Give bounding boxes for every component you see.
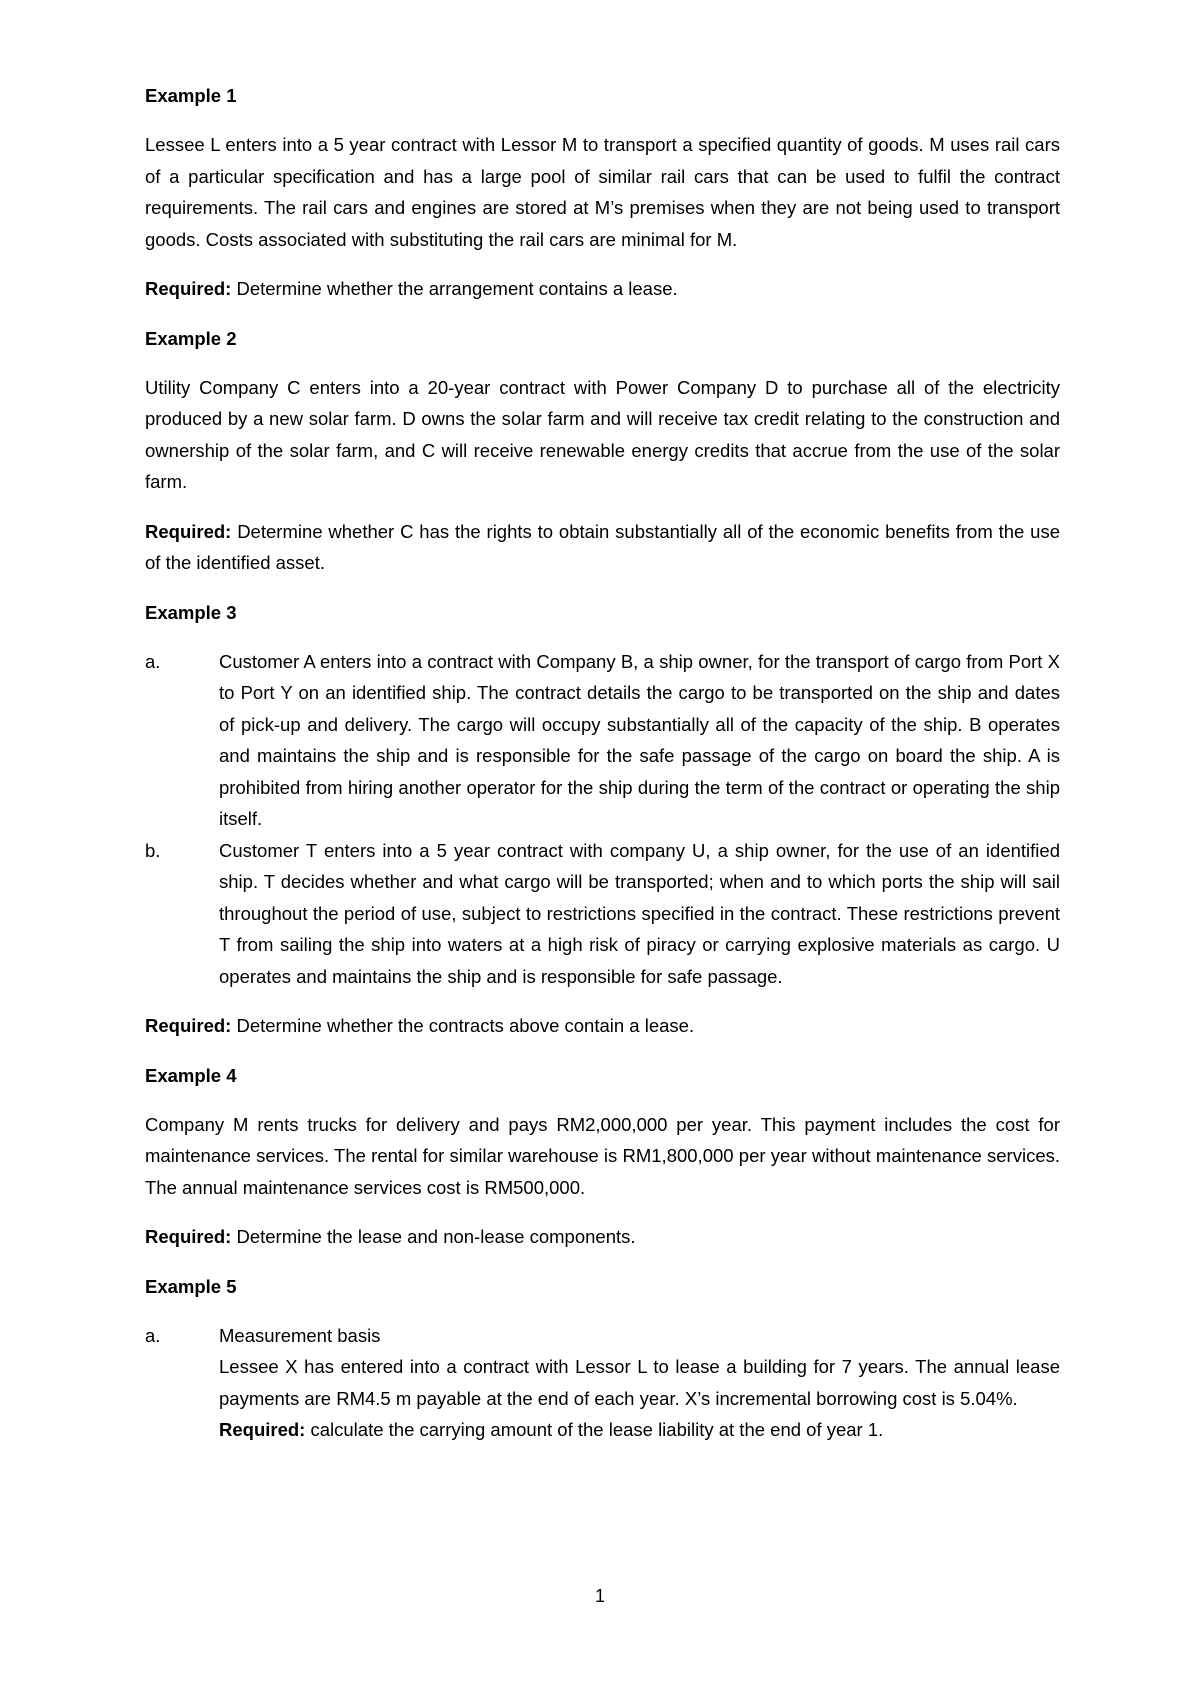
page-number: 1 (594, 1586, 605, 1606)
list-item-title: Measurement basis (219, 1324, 381, 1346)
list-item (145, 646, 1060, 835)
example-4-body: Company M rents trucks for delivery and pays RM2,000,000 per year. This payment includes the cost for maintenance services. The rental for similar warehouse is RM1,800,000 per year without maintenance services. The annual maintenance services cost is RM500,000. (145, 1113, 1060, 1198)
example-3-list (145, 646, 1060, 993)
required-text: Determine whether C has the rights to obtain substantially all of the economic benefits from the use of the identified asset. (145, 520, 1060, 573)
example-4-heading: Example 4 (145, 1064, 237, 1086)
required-text: Determine the lease and non-lease components. (231, 1226, 636, 1247)
example-3-heading: Example 3 (145, 601, 237, 623)
required-label: Required: (145, 520, 232, 542)
list-marker: a. (145, 650, 161, 672)
example-2-body: Utility Company C enters into a 20-year contract with Power Company D to purchase all of the electricity produced by a new solar farm. D owns the solar farm and will receive tax credit relating to the construction and ownership of the solar farm, and C will receive renewable energy credits that accrue from the use of the solar farm. (145, 376, 1060, 492)
example-2-heading: Example 2 (145, 327, 237, 349)
required-label: Required: (219, 1419, 306, 1440)
required-text: calculate the carrying amount of the lease liability at the end of year 1. (305, 1419, 884, 1440)
example-5-heading: Example 5 (145, 1275, 237, 1297)
document-page (145, 80, 1060, 1464)
list-item-text: Lessee X has entered into a contract with Lessor L to lease a building for 7 years. The annual lease payments are RM4.5 m payable at the end of each year. X’s incremental borrowing cost is 5.04%. (219, 1356, 1060, 1409)
required-text: Determine whether the contracts above contain a lease. (231, 1015, 695, 1036)
list-item-text: Customer T enters into a 5 year contract with company U, a ship owner, for the use of an identified ship. T decides whether and what cargo will be transported; when and to which ports the ship will sail throughout the period of use, subject to restrictions specified in the contract. These restrictions prevent T from sailing the ship into waters at a high risk of piracy or carrying explosive materials as cargo. U operates and maintains the ship and is responsible for safe passage. (219, 839, 1060, 987)
example-2-required (145, 516, 1060, 579)
example-5-list (145, 1320, 1060, 1446)
list-item-text: Customer A enters into a contract with Company B, a ship owner, for the transport of cargo from Port X to Port Y on an identified ship. The contract details the cargo to be transported on the ship and dates of pick-up and delivery. The cargo will occupy substantially all of the capacity of the ship. B operates and maintains the ship and is responsible for the safe passage of the cargo on board the ship. A is prohibited from hiring another operator for the ship during the term of the contract or operating the ship itself. (219, 650, 1060, 829)
list-item (145, 835, 1060, 993)
example-5-required (219, 1414, 1060, 1446)
example-1-heading: Example 1 (145, 85, 237, 106)
list-marker: a. (145, 1324, 161, 1346)
required-label: Required: (145, 278, 232, 299)
example-1-required (145, 273, 1060, 305)
example-3-required (145, 1010, 1060, 1042)
example-4-required (145, 1221, 1060, 1253)
list-item-content (219, 1320, 1060, 1446)
list-item (145, 1320, 1060, 1446)
required-label: Required: (145, 1226, 232, 1247)
required-text: Determine whether the arrangement contains a lease. (231, 278, 678, 299)
example-1-body: Lessee L enters into a 5 year contract with Lessor M to transport a specified quantity of goods. M uses rail cars of a particular specification and has a large pool of similar rail cars that can be used to fulfil the contract requirements. The rail cars and engines are stored at M’s premises when they are not being used to transport goods. Costs associated with substituting the rail cars are minimal for M. (145, 134, 1060, 250)
required-label: Required: (145, 1015, 232, 1036)
list-marker: b. (145, 839, 161, 861)
